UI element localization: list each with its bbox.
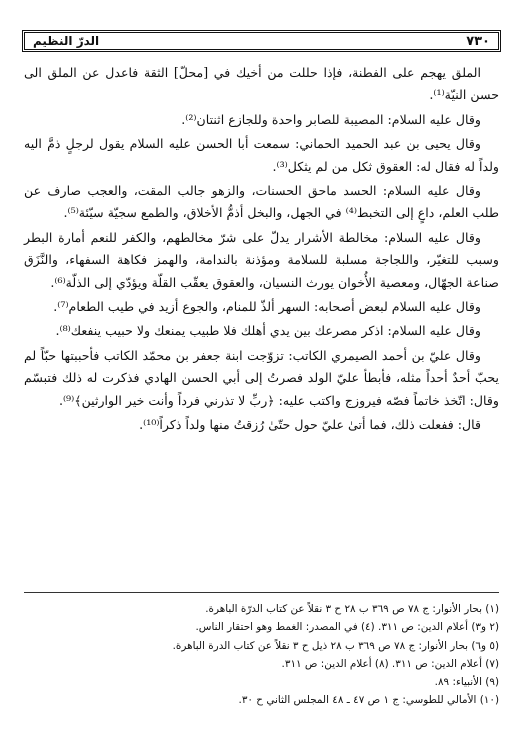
page-number: ٧٣٠ [466, 34, 490, 49]
main-text [24, 62, 499, 439]
paragraph: وقال عليه السلام: اذكر مصرعك بين يدي أهلك فلا طبيب يمنعك ولا حبيب ينفعك⁽⁸⁾. [55, 323, 481, 339]
footnote: (٧) أعلام الدين: ص ٣١١. (٨) أعلام الدين: ص ٣١١. [281, 657, 499, 670]
footnote-divider [24, 592, 499, 593]
paragraph: الملق يهجم على الفطنة، فإذا حللت من أخيك في [محلّ] الثقة فاعدل عن الملق الى حسن النيّة⁽¹⁾. [24, 65, 499, 103]
paragraph: وقال عليه السلام: مخالطة الأشرار يدلّ على شرّ مخالطهم، والكفر للنعم أمارة البطر وسبب للتغيّر، واللجاجة مسلبة للسلامة ومؤذنة بالندامة، والهمز فكاهة السفهاء، والنَّزَق صناعة الجهّال، ومعصية الأُخوان يورث النسيان، والعقوق يعقّب القلّة ويؤدّي إلى الذلّة⁽⁶⁾. [24, 229, 499, 290]
footnote: (٥ و٦) بحار الأنوار: ج ٧٨ ص ٣٦٩ ب ٢٨ ذيل ح ٣ نقلاً عن كتاب الدرة الباهرة. [172, 639, 499, 652]
footnote: (١) بحار الأنوار: ج ٧٨ ص ٣٦٩ ب ٢٨ ح ٣ نقلاً عن كتاب الدرّة الباهرة. [205, 603, 499, 615]
paragraph: وقال عليه السلام لبعض أصحابه: السهر ألذّ للمنام، والجوع أزيد في طيب الطعام⁽⁷⁾. [53, 299, 481, 315]
footnotes [24, 600, 499, 710]
paragraph: قال: ففعلت ذلك، فما أتىٰ عليّ حول حتّىٰ رُزقتُ منها ولداً ذكراً⁽¹⁰⁾. [139, 417, 481, 433]
paragraph: وقال يحيى بن عبد الحميد الحماني: سمعت أبا الحسن عليه السلام يقول لرجلٍ ذمَّ اليه ولداً له فقال له: العقوق ثكل من لم يثكل⁽³⁾. [24, 136, 499, 174]
footnote: (١٠) الأمالي للطوسي: ج ١ ص ٤٧ ـ ٤٨ المجلس الثاني ح ٣٠. [238, 694, 499, 707]
footnote: (٢ و٣) أعلام الدين: ص ٣١١. (٤) في المصدر: الغمط وهو احتقار الناس. [195, 621, 499, 634]
paragraph: وقال عليه السلام: الحسد ماحق الحسنات، والزهو جالب المقت، والعجب صارف عن طلب العلم، داعٍ إلى التخبط⁽⁴⁾ في الجهل، والبخل أذمُّ الأخلاق، والطمع سجيّة سيّئة⁽⁵⁾. [24, 183, 499, 221]
book-title: الدرّ النظيم [33, 34, 100, 48]
footnote: (٩) الأنبياء: ٨٩. [434, 676, 499, 689]
running-header [22, 30, 501, 52]
paragraph: وقال عليّ بن أحمد الصيمري الكاتب: تزوّجت ابنة جعفر بن محمّد الكاتب فأحببتها حبّاً لم يحبّ أحدٌ أحداً مثله، فأبطأ عليّ الولد فصرتُ إلى أبي الحسن الهادي فذكرت له ذلك فتبسّم وقال: اتّخذ خاتماً فصّه فيروزج واكتب عليه: ﴿ربِّ لا تذرني فرداً وأنت خير الوارثين﴾⁽⁹⁾. [24, 347, 499, 408]
paragraph: وقال عليه السلام: المصيبة للصابر واحدة وللجازع اثنتان⁽²⁾. [181, 111, 481, 127]
